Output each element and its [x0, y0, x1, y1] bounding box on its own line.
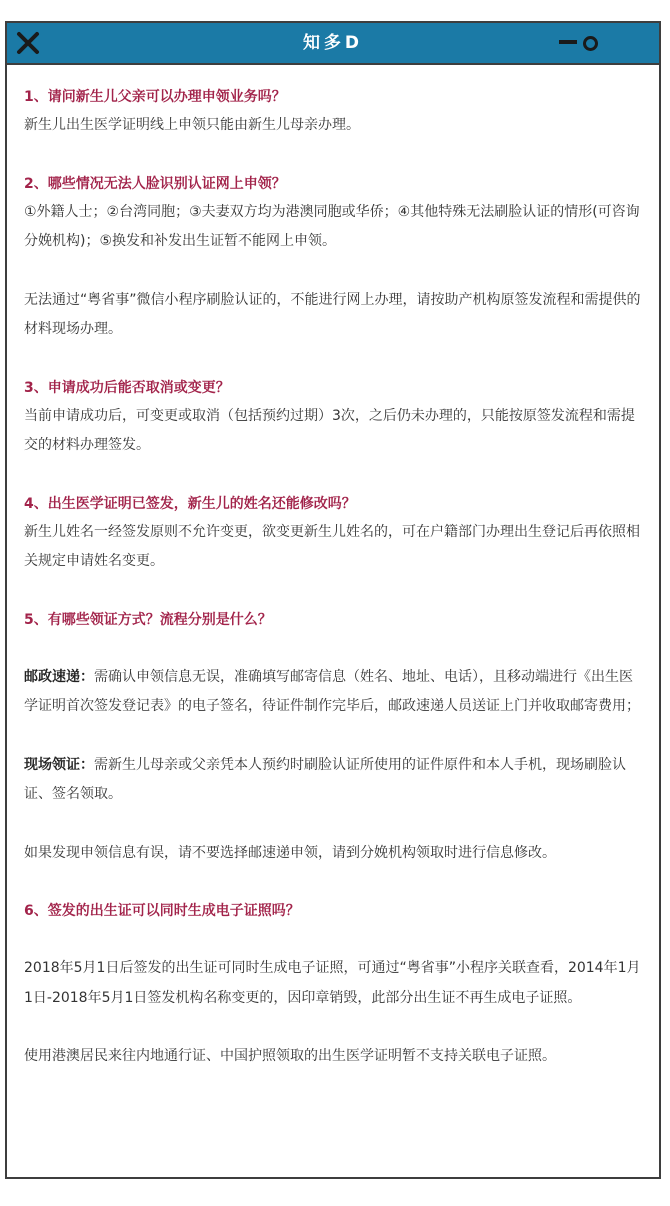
- window-title: 知多D: [302, 33, 364, 53]
- mail-delivery-lead: 邮政速递：: [24, 668, 94, 685]
- answer-2: ①外籍人士；②台湾同胞；③夫妻双方均为港澳同胞或华侨；④其他特殊无法刷脸认证的情形(可咨询分娩机构)；⑤换发和补发出生证暂不能网上申领。: [24, 203, 640, 249]
- question-1: 1、请问新生儿父亲可以办理申领业务吗？: [24, 89, 286, 105]
- answer-3: 当前申请成功后，可变更或取消（包括预约过期）3次，之后仍未办理的，只能按原签发流程和需提交的材料办理签发。: [24, 407, 635, 453]
- answer-1: 新生儿出生医学证明线上申领只能由新生儿母亲办理。: [24, 117, 360, 133]
- question-2: 2、哪些情况无法人脸识别认证网上申领？: [24, 175, 286, 192]
- question-4: 4、出生医学证明已签发，新生儿的姓名还能修改吗？: [24, 495, 356, 512]
- title-bar: [7, 23, 659, 65]
- circle-icon[interactable]: [583, 36, 598, 51]
- onsite-paragraph: [24, 751, 643, 810]
- answer-6: 2018年5月1日后签发的出生证可同时生成电子证照，可通过“粤省事”小程序关联查看，2014年1月1日-2018年5月1日签发机构名称变更的，因印章销毁，此部分出生证不再生成电子证照。: [24, 960, 641, 1006]
- mail-delivery-text: 需确认申领信息无误，准确填写邮寄信息（姓名、地址、电话），且移动端进行《出生医学证明首次签发登记表》的电子签名，待证件制作完毕后，邮政速递人员送证上门并收取邮寄费用；: [24, 668, 640, 714]
- question-5: 5、有哪些领证方式？流程分别是什么？: [24, 611, 272, 628]
- faq-content: [7, 65, 659, 1072]
- faq-window: [5, 21, 661, 1179]
- answer-4: 新生儿姓名一经签发原则不允许变更，欲变更新生儿姓名的，可在户籍部门办理出生登记后再依照相关规定申请姓名变更。: [24, 523, 640, 569]
- note-2: 无法通过“粤省事”微信小程序刷脸认证的，不能进行网上办理，请按助产机构原签发流程和需提供的材料现场办理。: [24, 291, 641, 337]
- minimize-icon[interactable]: [559, 40, 577, 44]
- onsite-lead: 现场领证：: [24, 756, 94, 773]
- note-6: 使用港澳居民来往内地通行证、中国护照领取的出生医学证明暂不支持关联电子证照。: [24, 1048, 556, 1064]
- onsite-text: 需新生儿母亲或父亲凭本人预约时刷脸认证所使用的证件原件和本人手机，现场刷脸认证、签名领取。: [24, 756, 626, 802]
- note-5: 如果发现申领信息有误，请不要选择邮速递申领，请到分娩机构领取时进行信息修改。: [24, 844, 556, 861]
- question-6: 6、签发的出生证可以同时生成电子证照吗？: [24, 903, 300, 919]
- question-3: 3、申请成功后能否取消或变更？: [24, 379, 230, 396]
- mail-delivery-paragraph: [24, 663, 643, 722]
